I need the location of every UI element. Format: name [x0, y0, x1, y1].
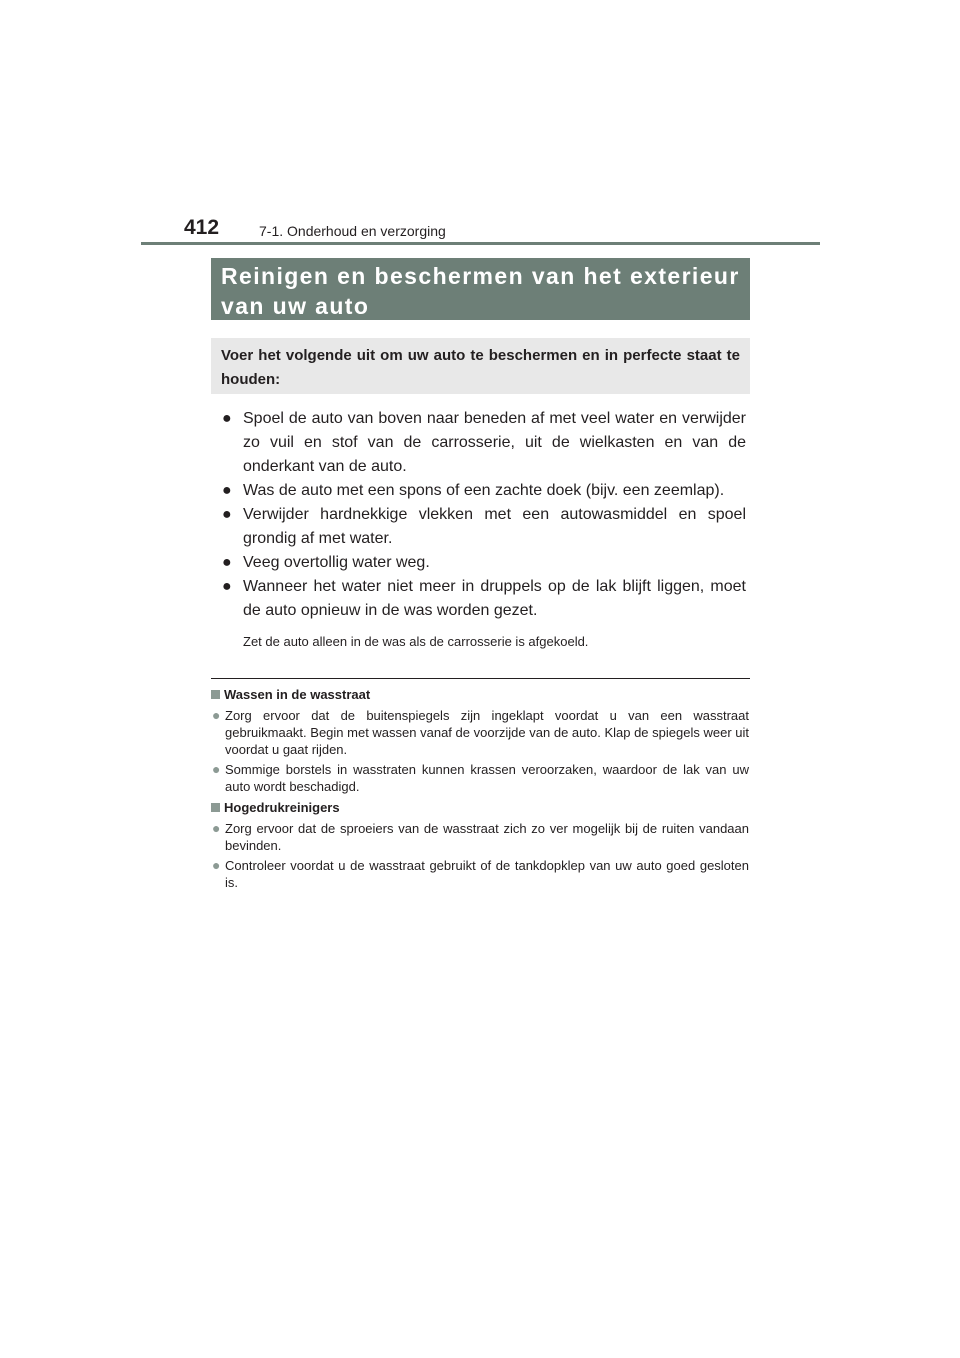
bullet-icon: ● — [222, 506, 232, 523]
step-text: Wanneer het water niet meer in druppels op de lak blijft liggen, moet de auto opnieuw in de was worden gezet. — [243, 578, 746, 619]
section-title-line-2: van uw auto — [221, 293, 370, 319]
note-text: Zorg ervoor dat de buitenspiegels zijn ingeklapt voordat u van een wasstraat gebruikmaakt. Begin met wassen vanaf de voorzijde van de auto. Klap de spiegels weer uit voordat u gaat rijden. — [225, 708, 749, 757]
intro-text: Voer het volgende uit om uw auto te beschermen en in perfecte staat te houden: — [221, 347, 740, 388]
section-divider — [211, 678, 750, 679]
bullet-icon: ● — [222, 578, 232, 595]
note-text: Sommige borstels in wasstraten kunnen krassen veroorzaken, waardoor de lak van uw auto wordt beschadigd. — [225, 762, 749, 794]
bullet-icon: ● — [212, 761, 221, 777]
step-text: Was de auto met een spons of een zachte doek (bijv. een zeemlap). — [243, 482, 725, 499]
intro-box — [211, 338, 750, 394]
notes-section — [211, 684, 749, 891]
bullet-icon: ● — [222, 554, 232, 571]
note-heading-car-wash — [211, 686, 749, 704]
section-title-line-1: Reinigen en beschermen van het exterieur — [221, 263, 740, 289]
note-item — [211, 707, 749, 758]
step-item — [222, 479, 746, 503]
steps-note: Zet de auto alleen in de was als de carrosserie is afgekoeld. — [243, 634, 589, 649]
step-text: Spoel de auto van boven naar beneden af met veel water en verwijder zo vuil en stof van de carrosserie, uit de wielkasten en van de onderkant van de auto. — [243, 410, 746, 475]
bullet-icon: ● — [212, 707, 221, 723]
note-heading-pressure-washers — [211, 799, 749, 817]
step-text: Veeg overtollig water weg. — [243, 554, 430, 571]
section-title — [211, 258, 750, 320]
steps-list — [222, 407, 746, 651]
chapter-title: 7-1. Onderhoud en verzorging — [259, 223, 446, 239]
step-item — [222, 551, 746, 575]
step-text: Verwijder hardnekkige vlekken met een autowasmiddel en spoel grondig af met water. — [243, 506, 746, 547]
note-item — [211, 820, 749, 854]
square-icon — [211, 803, 220, 812]
note-heading-text: Wassen in de wasstraat — [224, 687, 371, 702]
page-header — [141, 212, 820, 248]
note-item — [211, 857, 749, 891]
header-rule — [141, 242, 820, 245]
step-item — [222, 407, 746, 479]
note-text: Controleer voordat u de wasstraat gebruikt of de tankdopklep van uw auto goed gesloten is. — [225, 858, 749, 890]
page-number: 412 — [184, 216, 220, 239]
bullet-icon: ● — [222, 482, 232, 499]
step-item — [222, 503, 746, 551]
bullet-icon: ● — [212, 820, 221, 836]
step-item — [222, 575, 746, 623]
note-text: Zorg ervoor dat de sproeiers van de wasstraat zich zo ver mogelijk bij de ruiten vandaan bevinden. — [225, 821, 749, 853]
note-heading-text: Hogedrukreinigers — [224, 800, 340, 815]
note-item — [211, 761, 749, 795]
bullet-icon: ● — [222, 410, 232, 427]
bullet-icon: ● — [212, 857, 221, 873]
square-icon — [211, 690, 220, 699]
